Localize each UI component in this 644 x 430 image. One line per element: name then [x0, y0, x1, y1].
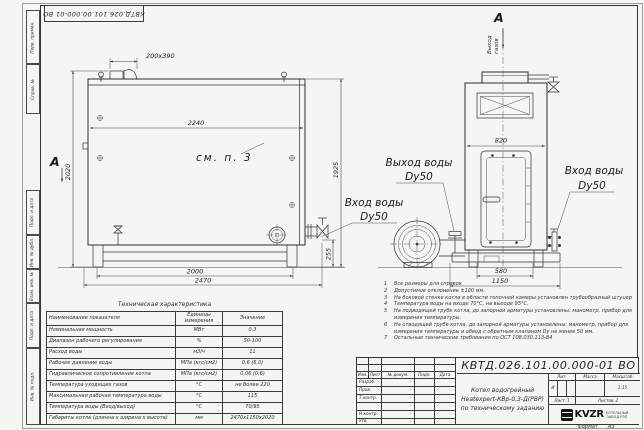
sig-row-label	[357, 403, 381, 410]
kvzr-logo-text: KVZR	[574, 409, 604, 420]
lit-header: Лит.	[549, 374, 575, 380]
title-block-revision-grid	[357, 358, 456, 424]
dim-height-left: 2020	[64, 163, 72, 181]
sheets-cell: Листов 2	[576, 397, 640, 404]
note-item: 1 Все размеры для справок	[384, 281, 462, 287]
spec-row-unit: °С	[176, 381, 222, 391]
margin-label: Инв. № подл.	[30, 371, 36, 402]
spec-row-unit: мм	[176, 414, 222, 424]
spec-row-name: Температура уходящих газов	[47, 381, 175, 391]
see-note-text: см. п. 3	[196, 152, 253, 164]
dim-front-width: 820	[494, 136, 508, 145]
spec-row-value: 11	[223, 348, 282, 358]
rev-header: Изм.	[357, 371, 368, 377]
spec-row-value: не более 220	[223, 381, 282, 391]
top-stamp-number: КВТД.026.101.00.000-01 ВО	[43, 9, 145, 18]
spec-row-value: 115	[223, 392, 282, 402]
note-item: 4 Температура воды на входе 70°С, на выходе 95°С.	[384, 301, 529, 308]
spec-table	[46, 311, 283, 425]
svg-text:Dy50: Dy50	[405, 171, 433, 183]
flue-out-label-2: газов	[494, 38, 500, 54]
spec-row-value: 0,06 (0,6)	[223, 370, 282, 380]
top-stamp	[44, 5, 144, 22]
sig-row-label: Пров.	[357, 387, 381, 394]
margin-label: Справ. №	[30, 78, 36, 100]
svg-text:Dy50: Dy50	[360, 211, 388, 223]
spec-row-unit: МПа (кгс/см2)	[176, 359, 222, 369]
margin-label: Перв. примен.	[30, 20, 36, 54]
margin-label: Взам. инв. №	[30, 271, 36, 301]
format-note: Формат А3	[577, 424, 615, 430]
spec-row-name: Рабочее давление воды	[47, 359, 175, 369]
spec-row-name: Диапазон рабочего регулирования	[47, 337, 175, 347]
spec-row-name: Номинальная мощность	[47, 326, 175, 336]
spec-row-name: Температура воды (Вход/выход)	[47, 403, 175, 413]
spec-row-name: Максимальная рабочая температура воды	[47, 392, 175, 402]
margin-label: Подп. и дата	[30, 310, 36, 341]
note-item: 3 На боковой стенке котла в области топочной камеры установлен трубообразный штуцер	[384, 294, 632, 301]
rev-header: № докум.	[382, 372, 414, 378]
svg-text:Вход воды: Вход воды	[344, 197, 404, 209]
margin-box-inv-dubl	[26, 235, 40, 269]
document-number: КВТД.026.101.00.000-01 ВО	[457, 358, 640, 374]
dim-front-base: 580	[494, 267, 508, 275]
sheet-cell: Лист 1	[549, 397, 575, 404]
svg-text:Вход воды: Вход воды	[564, 165, 624, 177]
rev-header: Подп.	[415, 372, 434, 378]
spec-row-value: 0,6 (6,0)	[223, 359, 282, 369]
note-item: 5 На подводящей трубе котла, до запорной арматуры установлены: манометр, прибор для измерения температуры.	[384, 308, 632, 321]
svg-text:Dy50: Dy50	[578, 180, 606, 192]
margin-box-podp-data-2	[26, 303, 40, 348]
note-item: 2 Допустимое отклонение ±100 мм.	[384, 287, 485, 294]
dim-total-width: 2470	[194, 276, 212, 285]
dim-width-top: 2240	[187, 119, 205, 127]
dim-base-width: 2000	[186, 267, 204, 276]
spec-table-title: Техническая характеристика	[117, 301, 212, 308]
spec-row-unit: м3/ч	[176, 348, 222, 358]
spec-row-unit: МВт	[176, 326, 222, 336]
spec-row-unit: °С	[176, 392, 222, 402]
title-block	[356, 357, 639, 425]
sig-row-label: Разраб.	[357, 379, 381, 386]
spec-row-value: 50-100	[223, 337, 282, 347]
margin-label: Подп. и дата	[30, 197, 36, 228]
svg-text:Выход воды: Выход воды	[385, 157, 453, 169]
note-item: 6 На отводящей трубе котла, до запорной арматуры установлены: манометр, прибор для измерения температуры и обвод с обратным клапаном Dу не менее 50 мм.	[384, 321, 629, 335]
rev-header: Дата	[435, 372, 455, 378]
mass-header: Масса	[576, 374, 604, 380]
spec-col-value: Значение	[223, 312, 282, 325]
spec-row-unit: %	[176, 337, 222, 347]
spec-row-value: 0,3	[223, 326, 282, 336]
scale-header: Масштаб	[605, 374, 640, 380]
spec-row-value: 70/95	[223, 403, 282, 413]
dim-front-total: 1150	[491, 277, 509, 285]
margin-box-sprav-no	[26, 64, 40, 114]
title-block-right-grid	[548, 374, 640, 424]
dim-chimney: 200х390	[146, 52, 175, 60]
spec-row-unit: °С	[176, 403, 222, 413]
spec-row-name: Гидравлическое сопротивление котла	[47, 370, 175, 380]
sig-row-label: Т.контр.	[357, 395, 381, 402]
margin-box-perv-primen	[26, 10, 40, 64]
margin-label: Инв. № дубл.	[30, 237, 36, 267]
product-name: Котел водогрейный Heatexpert-КВр-0,3-Д(РВР) по техническому заданию	[460, 386, 545, 412]
spec-row-name: Габариты котла (длинна х ширина х высота)	[47, 414, 175, 424]
org-cell	[549, 405, 640, 424]
section-letter-top: А	[494, 10, 504, 25]
sig-row-label: Н.контр.	[357, 411, 381, 418]
spec-col-name: Наименование показателя	[47, 312, 175, 325]
spec-row-name: Расход воды	[47, 348, 175, 358]
margin-box-inv-podl	[26, 348, 40, 425]
scale-value: 1:15	[605, 381, 640, 396]
technical-notes	[384, 281, 636, 342]
spec-row-unit: МПа (кгс/см2)	[176, 370, 222, 380]
note-item: 7 Остальные технические требования по ОСТ 108.030.113-84	[384, 335, 553, 342]
mass-value	[576, 381, 604, 396]
spec-row-value: 2470х1150х2020	[223, 414, 282, 424]
lit-value: И	[549, 381, 557, 396]
kvzr-logo-icon	[561, 409, 573, 421]
margin-box-vzam-inv	[26, 269, 40, 303]
spec-col-unit: Единицы измерения	[176, 312, 222, 325]
flue-out-label-1: Выход	[487, 35, 493, 54]
margin-box-podp-data-1	[26, 190, 40, 235]
dim-conn-height: 255	[324, 247, 333, 261]
org-name: КОТЕЛЬНЫЙ ЗАВОД РЭП	[605, 410, 629, 419]
section-letter-left: А	[50, 154, 60, 169]
dim-height-right: 1925	[332, 161, 340, 179]
rev-header: Лист	[369, 371, 381, 377]
sig-row-label: Утв.	[357, 419, 381, 424]
